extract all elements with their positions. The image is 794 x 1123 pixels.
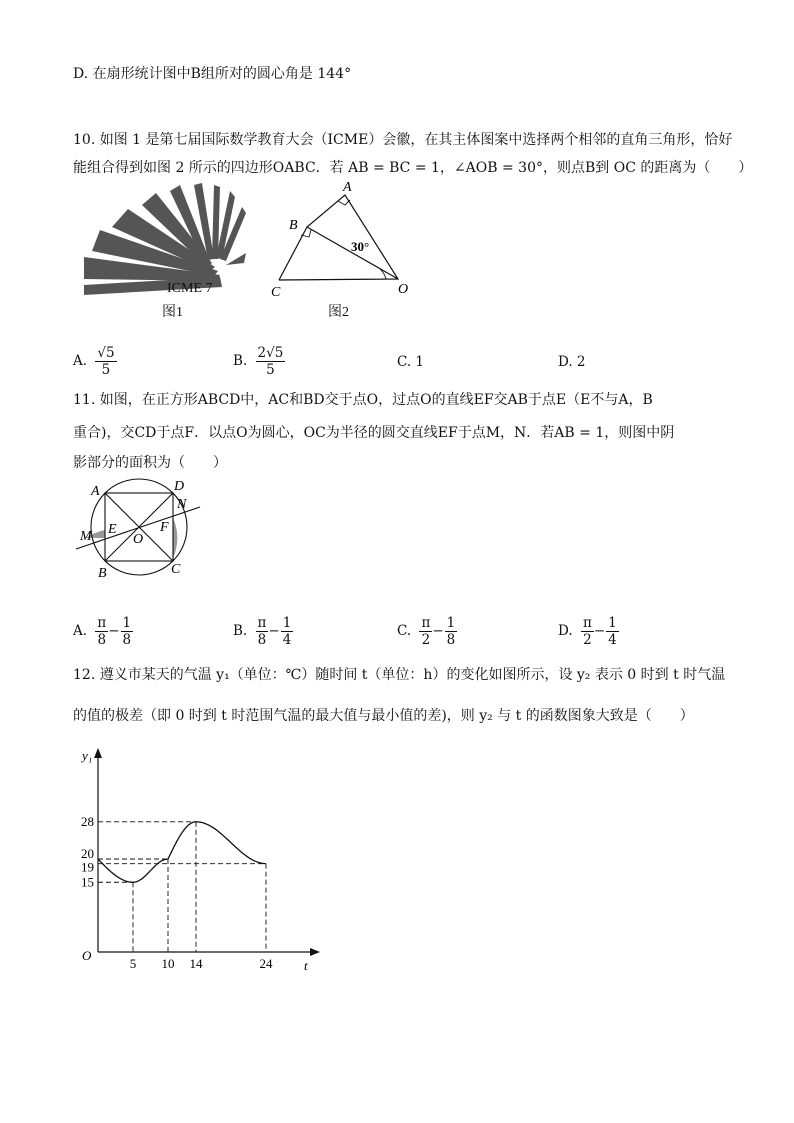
x-tick-5: 5 bbox=[129, 956, 137, 971]
q11-option-d: D. $\frac{\pi}{2}$ − $\frac{1}{4}$ bbox=[558, 615, 617, 648]
fig2-angle-label: 30° bbox=[351, 239, 370, 254]
x-tick-14: 14 bbox=[189, 956, 203, 971]
q10-option-d: D. 2 bbox=[558, 354, 586, 370]
y-tick-19: 19 bbox=[81, 859, 94, 875]
fig2-caption: 图2 bbox=[328, 305, 349, 320]
y-axis-arrow bbox=[94, 748, 102, 758]
q12-stem-line1: 12. 遵义市某天的气温 y₁（单位：℃）随时间 t（单位：h）的变化如图所示，设 y₂ 表示 0 时到 t 时气温 bbox=[73, 667, 726, 683]
q11-label-c: C bbox=[171, 562, 181, 577]
q11-label-n: N bbox=[177, 497, 187, 512]
origin-label: O bbox=[82, 948, 92, 963]
fig2-label-a: A bbox=[343, 180, 352, 195]
q11-label-d: D bbox=[174, 479, 185, 494]
fig1-caption: 图1 bbox=[162, 305, 183, 320]
x-axis-arrow bbox=[310, 948, 320, 956]
temperature-chart bbox=[70, 740, 330, 980]
q11-label-e: E bbox=[108, 522, 117, 537]
temperature-curve bbox=[98, 822, 266, 883]
x-tick-10: 10 bbox=[161, 956, 175, 971]
q11-stem-line1: 11. 如图，在正方形ABCD中，AC和BD交于点O，过点O的直线EF交AB于点E（E不与A，B bbox=[73, 392, 653, 408]
fig2-quadrilateral bbox=[279, 195, 398, 280]
q11-option-b: B. $\frac{\pi}{8}$ − $\frac{1}{4}$ bbox=[233, 615, 292, 648]
shaded-region-right bbox=[173, 513, 177, 558]
fig2-label-b: B bbox=[289, 218, 298, 233]
q11-label-a: A bbox=[91, 484, 100, 499]
y-tick-28: 28 bbox=[81, 813, 94, 829]
icme-logo-text: ICME 7 bbox=[167, 281, 213, 296]
icme-logo-icon bbox=[84, 183, 246, 295]
q11-figure bbox=[70, 475, 210, 585]
y-axis-label: y₁ bbox=[82, 748, 93, 763]
q10-option-b: B. $\frac{2√5}{5}$ bbox=[233, 345, 284, 378]
q11-option-a: A. $\frac{\pi}{8}$ − $\frac{1}{8}$ bbox=[73, 615, 132, 648]
q11-label-f: F bbox=[160, 520, 169, 535]
q10-stem-line1: 10. 如图 1 是第七届国际数学教育大会（ICME）会徽，在其主体图案中选择两个相邻的直角三角形，恰好 bbox=[73, 132, 733, 148]
q9-option-d: D. 在扇形统计图中B组所对的圆心角是 144° bbox=[73, 66, 352, 82]
q11-stem-line3: 影部分的面积为（ ） bbox=[73, 455, 227, 471]
q11-label-m: M bbox=[80, 529, 92, 544]
q11-stem-line2: 重合)，交CD于点F．以点O为圆心，OC为半径的圆交直线EF于点M，N．若AB = 1，则图中阴 bbox=[73, 425, 675, 441]
fig2-label-c: C bbox=[271, 285, 281, 300]
q10-option-a: A. $\frac{√5}{5}$ bbox=[73, 345, 115, 378]
q10-figures bbox=[70, 175, 430, 325]
q11-option-c: C. $\frac{\pi}{2}$ − $\frac{1}{8}$ bbox=[397, 615, 456, 648]
y-tick-20: 20 bbox=[81, 846, 94, 861]
x-axis-label: t bbox=[304, 958, 308, 973]
q12-stem-line2: 的值的极差（即 0 时到 t 时范围气温的最大值与最小值的差)，则 y₂ 与 t 的函数图象大致是（ ） bbox=[73, 708, 694, 724]
x-tick-24: 24 bbox=[259, 956, 273, 971]
q11-label-b: B bbox=[98, 566, 107, 581]
q10-stem-line2: 能组合得到如图 2 所示的四边形OABC．若 AB = BC = 1，∠AOB = 30°，则点B到 OC 的距离为（ ） bbox=[73, 160, 753, 176]
q10-option-c: C. 1 bbox=[397, 354, 425, 370]
q11-label-o: O bbox=[133, 532, 144, 547]
y-tick-15: 15 bbox=[81, 874, 94, 890]
fig2-label-o: O bbox=[398, 282, 409, 297]
